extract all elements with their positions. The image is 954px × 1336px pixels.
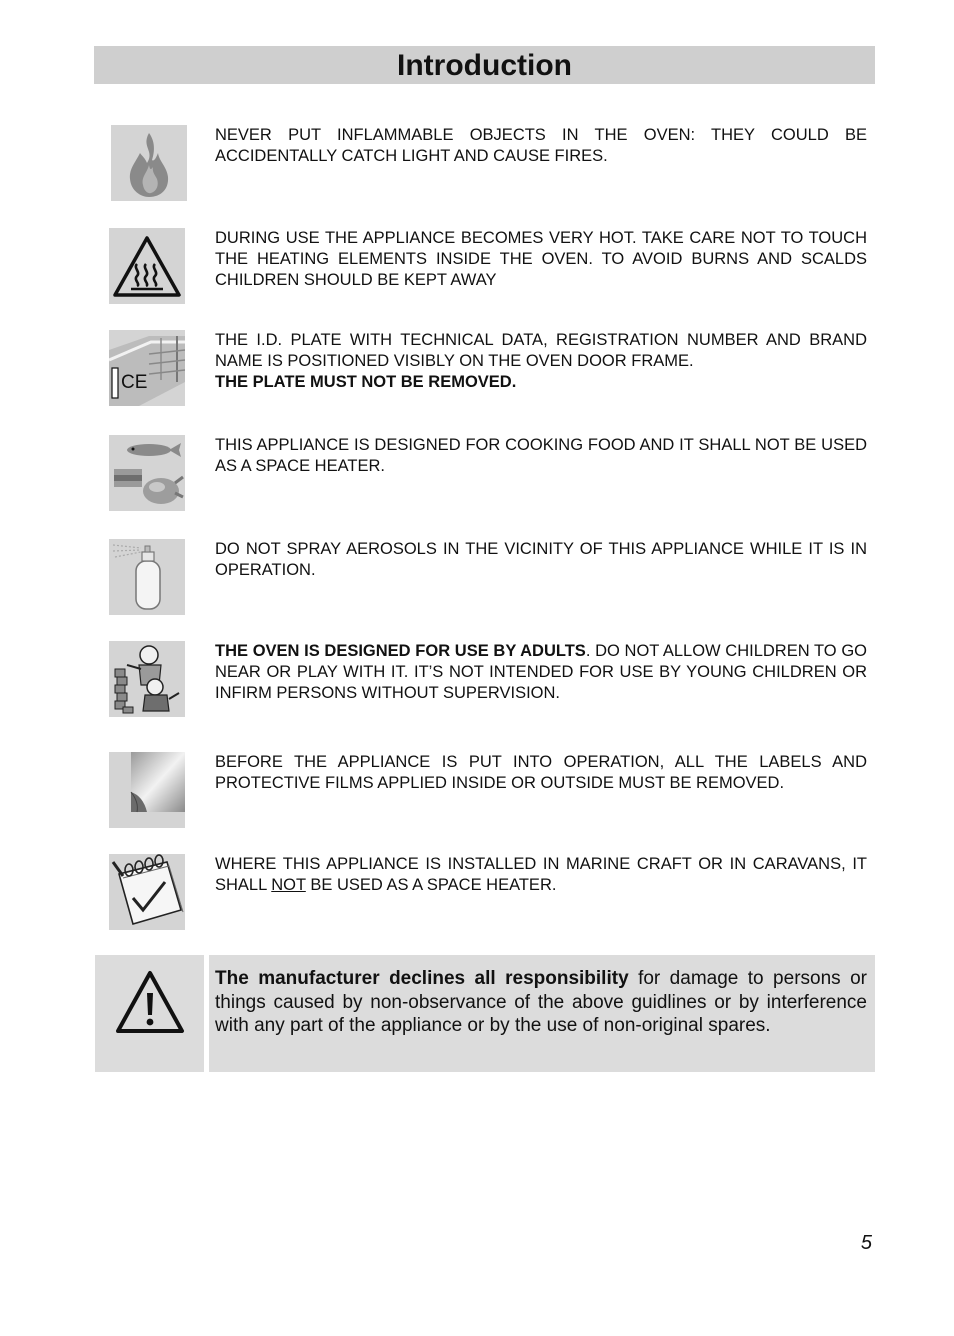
title-bar [94,46,875,84]
warning-text-food: THIS APPLIANCE IS DESIGNED FOR COOKING FOOD AND IT SHALL NOT BE USED AS A SPACE HEATER. [215,436,867,475]
warning-row-aerosol [109,539,867,615]
warning-row-film [109,752,867,828]
responsibility-notice [95,955,875,1072]
notice-text [215,967,867,1038]
warning-triangle-icon [112,965,188,1041]
ce-mark: CE [121,372,148,393]
warning-text-flammable: NEVER PUT INFLAMMABLE OBJECTS IN THE OVEN: THEY COULD BE ACCIDENTALLY CATCH LIGHT AND CAUSE FIRES. [215,126,867,165]
warning-text-children [215,641,867,704]
warning-text-id-plate: THE I.D. PLATE WITH TECHNICAL DATA, REGISTRATION NUMBER AND BRAND NAME IS POSITIONED VISIBLY ON THE OVEN DOOR FRAME. [215,331,867,370]
warning-text [215,854,867,896]
warning-text-film: BEFORE THE APPLIANCE IS PUT INTO OPERATION, ALL THE LABELS AND PROTECTIVE FILMS APPLIED INSIDE OR OUTSIDE MUST BE REMOVED. [215,753,867,792]
notepad-check-icon [109,854,185,930]
warning-row-flammable [109,125,867,201]
flame-icon [111,125,187,201]
warning-row-hot [109,228,867,304]
warning-text-id-plate-bold: THE PLATE MUST NOT BE REMOVED. [215,373,517,391]
warning-text [215,330,867,393]
notice-text-cell [209,955,875,1072]
warning-row-marine [109,854,867,930]
warning-text [215,539,867,581]
page-title: Introduction [397,49,572,82]
id-plate-ce-icon [109,330,185,406]
warning-row-food [109,435,867,511]
notice-text-bold: The manufacturer declines all responsibility [215,968,629,989]
warning-text [215,435,867,477]
warning-text [215,125,867,167]
page-number: 5 [860,1232,872,1254]
warning-text [215,641,867,704]
warning-row-id-plate [109,330,867,406]
warning-text-hot: DURING USE THE APPLIANCE BECOMES VERY HOT. TAKE CARE NOT TO TOUCH THE HEATING ELEMENTS INSIDE THE OVEN. TO AVOID BURNS AND SCALDS CHILDREN SHOULD BE KEPT AWAY [215,229,867,289]
warning-text-marine-part1: WHERE THIS APPLIANCE IS INSTALLED IN MARINE CRAFT OR IN CARAVANS, IT SHALL [215,855,867,894]
warning-row-children [109,641,867,717]
aerosol-can-icon [109,539,185,615]
warning-text-marine-part2: BE USED AS A SPACE HEATER. [305,876,557,894]
warning-text-children-rest: . DO NOT ALLOW CHILDREN TO GO NEAR OR PLAY WITH IT. IT’S NOT INTENDED FOR USE BY YOUNG CHILDREN OR INFIRM PERSONS WITHOUT SUPERVISION. [215,642,867,702]
hot-surface-warning-icon [109,228,185,304]
warning-text [215,228,867,291]
notice-text-rest: for damage to persons or things caused by non-observance of the above guidlines or by interference with any part of the appliance or by the use of non-original spares. [215,968,867,1036]
protective-film-icon [109,752,185,828]
food-icon [109,435,185,511]
warning-text-aerosol: DO NOT SPRAY AEROSOLS IN THE VICINITY OF THIS APPLIANCE WHILE IT IS IN OPERATION. [215,540,867,579]
children-icon [109,641,185,717]
warning-text-marine [215,854,867,896]
warning-text [215,752,867,794]
warning-text-children-bold: THE OVEN IS DESIGNED FOR USE BY ADULTS [215,642,586,660]
notice-icon-cell [95,955,204,1072]
warning-text-marine-underlined: NOT [271,876,306,894]
